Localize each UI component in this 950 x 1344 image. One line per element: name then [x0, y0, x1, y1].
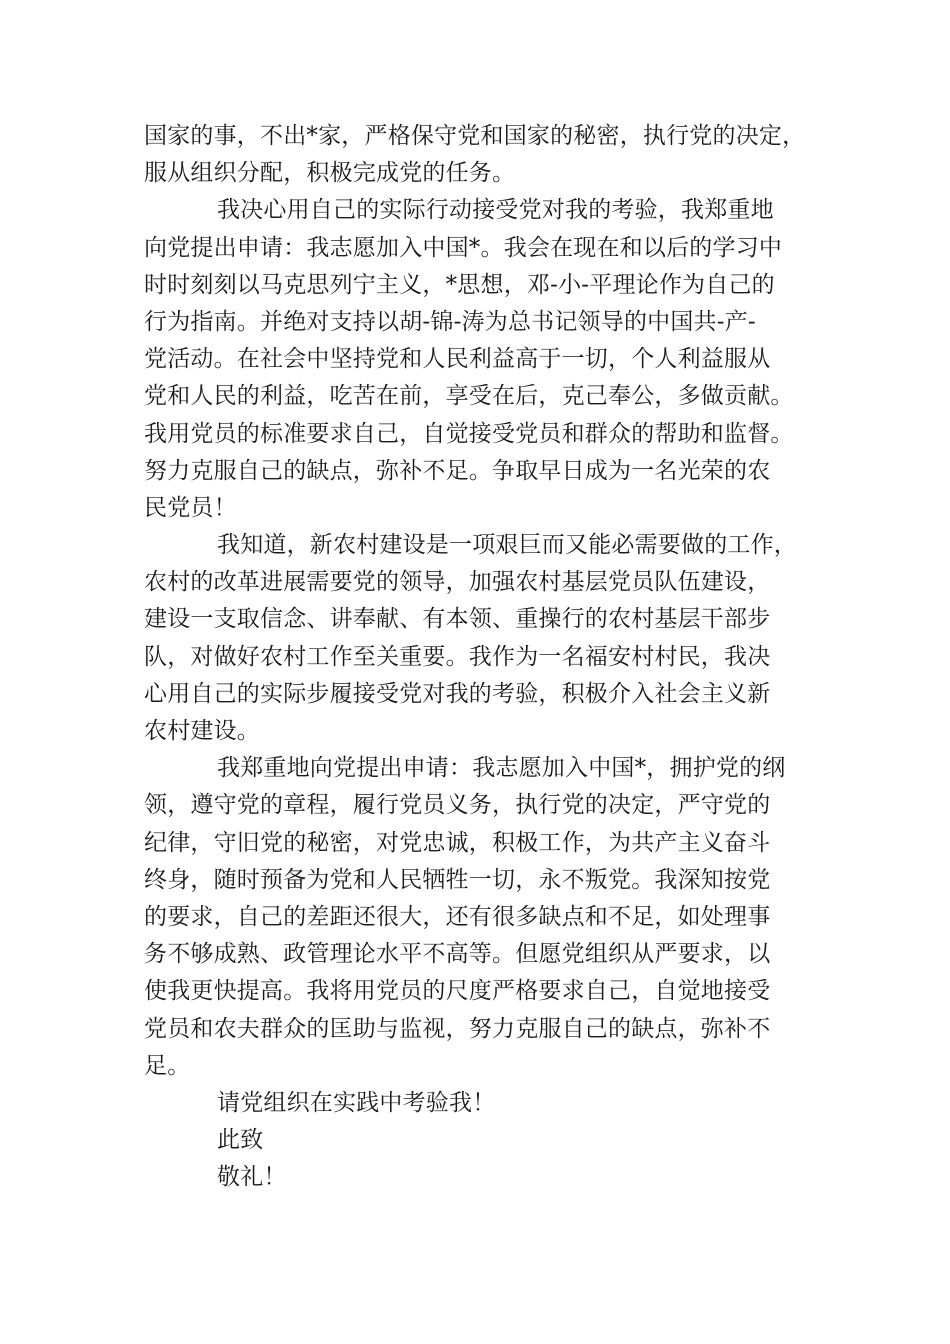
text-line: 领，遵守党的章程，履行党员义务，执行党的决定，严守党的 — [144, 792, 771, 819]
text-line: 此致 — [217, 1127, 264, 1154]
text-line: 党和人民的利益，吃苦在前，享受在后，克己奉公，多做贡献。 — [144, 383, 794, 410]
text-line: 党活动。在社会中坚持党和人民利益高于一切，个人利益服从 — [144, 346, 771, 373]
text-line: 民党员！ — [144, 494, 237, 521]
text-line: 纪律，守旧党的秘密，对党忠诚，积极工作，为共产主义奋斗 — [144, 829, 771, 856]
text-line: 敬礼！ — [217, 1164, 287, 1191]
text-line: 终身，随时预备为党和人民牺牲一切，永不叛党。我深知按党 — [144, 866, 771, 893]
text-line: 向党提出申请：我志愿加入中国*。我会在现在和以后的学习中 — [144, 234, 783, 261]
text-line: 建设一支取信念、讲奉献、有本领、重操行的农村基层干部步 — [144, 606, 771, 633]
text-line: 队，对做好农村工作至关重要。我作为一名福安村村民，我决 — [144, 643, 771, 670]
text-line: 请党组织在实践中考验我！ — [217, 1089, 496, 1116]
document-body — [144, 118, 808, 1196]
text-line: 使我更快提高。我将用党员的尺度严格要求自己，自觉地接受 — [144, 978, 771, 1005]
text-line: 我知道，新农村建设是一项艰巨而又能必需要做的工作， — [217, 532, 797, 559]
text-line: 国家的事，不出*家，严格保守党和国家的秘密，执行党的决定， — [144, 123, 806, 149]
text-line: 时时刻刻以马克思列宁主义，*思想，邓-小-平理论作为自己的 — [144, 271, 775, 298]
text-line: 党员和农夫群众的匡助与监视，努力克服自己的缺点，弥补不 — [144, 1015, 771, 1042]
text-line: 足。 — [144, 1052, 191, 1079]
text-line: 努力克服自己的缺点，弥补不足。争取早日成为一名光荣的农 — [144, 457, 771, 484]
text-line: 农村的改革进展需要党的领导，加强农村基层党员队伍建设， — [144, 569, 771, 596]
text-line: 我用党员的标准要求自己，自觉接受党员和群众的帮助和监督。 — [144, 420, 794, 447]
text-line: 务不够成熟、政管理论水平不高等。但愿党组织从严要求，以 — [144, 941, 771, 968]
text-line: 我郑重地向党提出申请：我志愿加入中国*，拥护党的纲 — [217, 755, 786, 782]
text-line: 的要求，自己的差距还很大，还有很多缺点和不足，如处理事 — [144, 903, 771, 930]
text-line: 心用自己的实际步履接受党对我的考验，积极介入社会主义新 — [144, 680, 771, 707]
text-line: 我决心用自己的实际行动接受党对我的考验，我郑重地 — [217, 197, 774, 224]
text-line: 行为指南。并绝对支持以胡-锦-涛为总书记领导的中国共-产- — [144, 308, 756, 335]
text-line: 农村建设。 — [144, 718, 260, 744]
text-line: 服从组织分配，积极完成党的任务。 — [144, 160, 516, 187]
